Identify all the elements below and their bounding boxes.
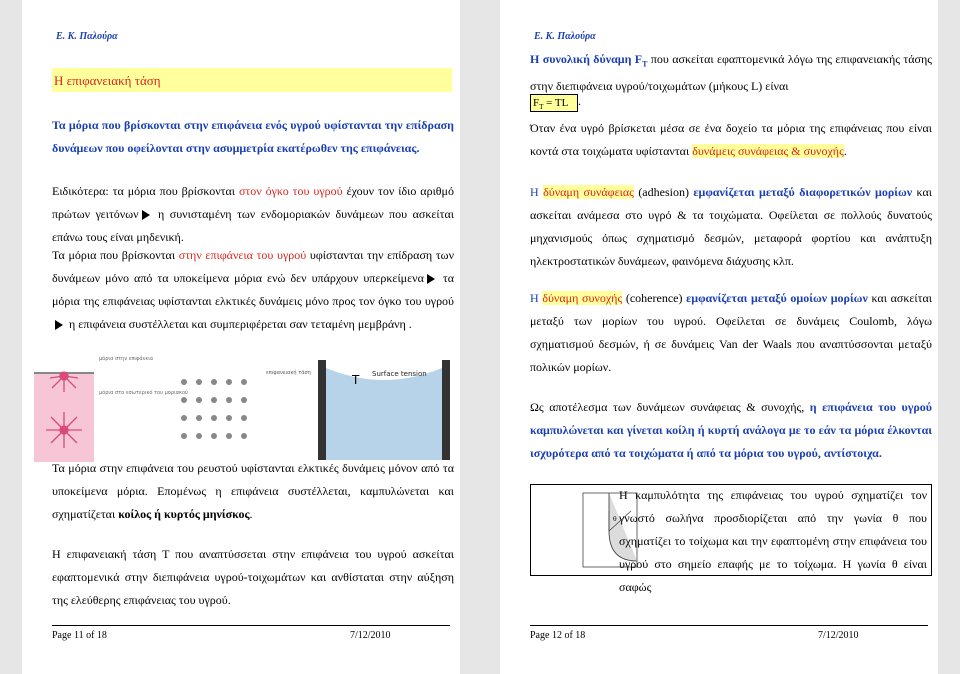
figure-label-interior: μόρια στο εσωτερικό του μοριακού — [99, 390, 188, 396]
cohesion-text-3: και ασκείται μεταξύ των μορίων του υγρού. Οφείλεται σε δυνάμεις Coulomb, λόγω σχηματισμού δεσμών, ή σε δυνάμεις Van der Waals που αναπτύσσονται μεταξύ πολικών μορίων. — [530, 291, 932, 374]
force-text-1: Η συνολική δύναμη F — [530, 52, 643, 66]
arrow-icon — [55, 320, 63, 330]
adhesion-text-1: Η — [530, 185, 544, 199]
surface-text-1: Τα μόρια που βρίσκονται — [52, 248, 179, 262]
surface-text-4: η επιφάνεια συστέλλεται και συμπεριφέρεται σαν τεταμένη μεμβράνη . — [66, 317, 412, 331]
figure-label-T: T — [352, 373, 360, 387]
bulk-paragraph — [52, 180, 454, 249]
meniscus-text-1: Τα μόρια στην επιφάνεια του ρευστού υφίστανται ελκτικές δυνάμεις μόνον από τα υποκείμενα μόρια. Επομένως η επιφάνεια συστέλλεται, καμπυλώνεται και σχηματίζεται — [52, 461, 454, 521]
formula-subscript: T — [539, 103, 544, 112]
formula-text-1: F — [533, 97, 540, 109]
force-text-2: που ασκείται εφαπτομενικά λόγω της επιφανειακής τάσης στην διεπιφάνεια υγρού/τοιχωμάτων (μήκους L) είναι — [530, 52, 932, 94]
cohesion-text-1: Η — [530, 291, 543, 305]
container-highlight: δυνάμεις συνάφειας & συνοχής — [692, 144, 844, 158]
footer-rule — [52, 625, 450, 626]
surface-tension-paragraph: Η επιφανειακή τάση Τ που αναπτύσσεται στην επιφάνεια του υγρού ασκείται εφαπτομενικά στην διεπιφάνεια υγρού-τοιχωμάτων και ανθίσταται στην αύξηση της ελεύθερης επιφάνειας του υγρού. — [52, 547, 454, 607]
bulk-highlight: στον όγκο του υγρού — [238, 184, 343, 198]
adhesion-paragraph — [530, 181, 932, 273]
svg-text:θ: θ — [613, 516, 617, 523]
surface-text-3: τα μόρια της επιφάνειας υφίστανται ελκτικές δυνάμεις μόνο προς τον όγκο του υγρού — [52, 271, 454, 308]
meniscus-box — [530, 484, 932, 594]
formula-box — [530, 94, 578, 112]
figure-label-tension: επιφανειακή τάση — [266, 370, 311, 376]
result-text-1: Ως αποτέλεσμα των δυνάμεων συνάφειας & συνοχής, — [530, 400, 810, 414]
container-text-1: Όταν ένα υγρό βρίσκεται μέσα σε ένα δοχείο τα μόρια της επιφάνειας που είναι κοντά στα τοιχώματα υφίστανται — [530, 121, 932, 158]
page-header-author: Ε. Κ. Παλούρα — [534, 31, 596, 42]
meniscus-text-2: . — [249, 507, 253, 521]
cohesion-text-2: (coherence) — [622, 291, 687, 305]
page-header-author: Ε. Κ. Παλούρα — [56, 31, 118, 42]
footer-date: 7/12/2010 — [818, 630, 859, 641]
footer-date: 7/12/2010 — [350, 630, 391, 641]
force-subscript: T — [642, 59, 648, 69]
page-12 — [500, 0, 938, 674]
adhesion-bold: εμφανίζεται μεταξύ διαφορετικών μορίων — [693, 185, 913, 199]
bulk-text-1: Ειδικότερα: τα μόρια που βρίσκονται — [52, 184, 239, 198]
figure-label-surface: μόρια στην επιφάνεια — [99, 356, 154, 362]
footer-rule — [530, 625, 928, 626]
surface-paragraph — [52, 244, 454, 336]
adhesion-text-3: και ασκείται ανάμεσα στο υγρό & τα τοιχώματα. Οφείλεται σε πολλούς δυνατούς μηχανισμούς όπως σχηματισμό δεσμών, μεταφορά φορτίου και ανάπτυξη ηλεκτροστατικών δυνάμεων, φαινόμενα διάχυσης κλπ. — [530, 185, 932, 268]
arrow-icon — [427, 274, 435, 284]
force-paragraph — [530, 48, 932, 98]
bulk-text-2: έχουν τον ίδιο αριθμό πρώτων γειτόνων — [52, 184, 454, 221]
cohesion-bold: εμφανίζεται μεταξύ ομοίων μορίων — [686, 291, 868, 305]
bulk-text-3: η συνισταμένη των ενδομοριακών δυνάμεων που ασκείται επάνω τους είναι μηδενική. — [52, 207, 454, 244]
footer-page-number: Page 11 of 18 — [52, 630, 107, 641]
surface-text-2: υφίστανται την επίδραση των δυνάμεων μόνο από τα υποκείμενα μόρια ενώ δεν υπάρχουν υπερκείμενα — [52, 248, 455, 285]
container-text-2: . — [843, 144, 847, 158]
adhesion-text-2: (adhesion) — [633, 185, 694, 199]
formula-period: . — [578, 94, 581, 108]
section-title: Η επιφανειακή τάση — [54, 73, 161, 88]
meniscus-paragraph — [52, 457, 454, 526]
figure-label-surface-tension: Surface tension — [372, 370, 427, 378]
arrow-icon — [142, 210, 150, 220]
page-11 — [22, 0, 460, 674]
cohesion-paragraph — [530, 287, 932, 379]
footer-page-number: Page 12 of 18 — [530, 630, 586, 641]
container-paragraph — [530, 117, 932, 163]
cohesion-highlight: δύναμη συνοχής — [542, 291, 623, 305]
meniscus-highlight: κοίλος ή κυρτός μηνίσκος — [118, 507, 250, 521]
surface-highlight: στην επιφάνεια του υγρού — [178, 248, 307, 262]
formula-text-2: = TL — [543, 97, 569, 109]
result-paragraph — [530, 396, 932, 465]
intro-paragraph: Τα μόρια που βρίσκονται στην επιφάνεια ενός υγρού υφίστανται την επίδραση δυνάμεων που οφείλονται στην ασυμμετρία εκατέρωθεν της επιφάνειας. — [52, 118, 454, 155]
curvature-paragraph: Η καμπυλότητα της επιφάνειας του υγρού σχηματίζει τον γνωστό σωλήνα προσδιορίζεται από την γωνία θ που σχηματίζει το τοίχωμα και την εφαπτομένη στην επιφάνεια του υγρού στο σημείο επαφής με το τοίχωμα. Η γωνία θ είναι σαφώς — [619, 488, 927, 594]
surface-tension-figure — [34, 352, 452, 462]
adhesion-highlight: δύναμη συνάφειας — [543, 185, 634, 199]
result-bold: η επιφάνεια του υγρού καμπυλώνεται και γίνεται κοίλη ή κυρτή ανάλογα με το εάν τα μόρια έλκονται ισχυρότερα από τα τοιχώματα ή από τα μόρια του υγρού, αντίστοιχα. — [530, 400, 932, 460]
